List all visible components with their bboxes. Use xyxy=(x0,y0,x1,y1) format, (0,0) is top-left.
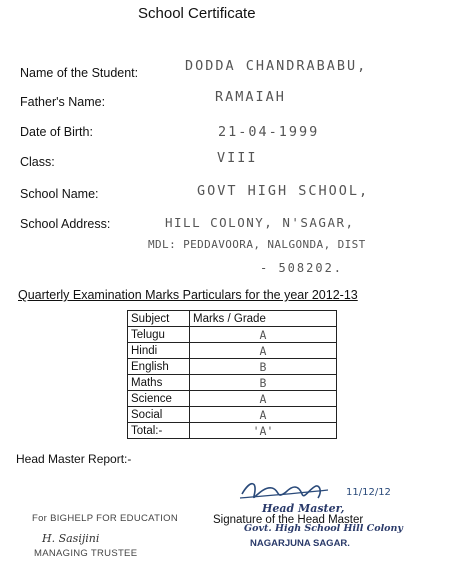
school-address-line-2: MDL: PEDDAVOORA, NALGONDA, DIST xyxy=(148,238,366,251)
stamp-line-1: Head Master, xyxy=(262,502,345,515)
stamp-line-2: Govt. High School Hill Colony xyxy=(244,523,403,534)
grade-cell: B xyxy=(190,359,337,375)
grade-cell: A xyxy=(190,327,337,343)
student-name-value: DODDA CHANDRABABU, xyxy=(185,58,368,74)
marks-heading: Quarterly Examination Marks Particulars for the year 2012-13 xyxy=(18,288,358,302)
dob-label: Date of Birth: xyxy=(20,125,93,139)
certificate-title: School Certificate xyxy=(138,5,256,22)
subject-cell: Science xyxy=(128,391,190,407)
school-address-label: School Address: xyxy=(20,217,111,231)
table-row xyxy=(128,407,337,423)
org-stamp: For BIGHELP FOR EDUCATION xyxy=(32,513,178,524)
table-row xyxy=(128,327,337,343)
subject-column-header: Subject xyxy=(128,311,190,327)
grade-cell: 'A' xyxy=(190,423,337,439)
grade-cell: A xyxy=(190,391,337,407)
subject-cell: Telugu xyxy=(128,327,190,343)
grade-cell: A xyxy=(190,343,337,359)
table-row xyxy=(128,343,337,359)
subject-cell: Total:- xyxy=(128,423,190,439)
school-name-value: GOVT HIGH SCHOOL, xyxy=(197,183,370,199)
grade-cell: A xyxy=(190,407,337,423)
school-address-line-3: - 508202. xyxy=(260,261,344,275)
table-row xyxy=(128,359,337,375)
table-header-row xyxy=(128,311,337,327)
grade-cell: B xyxy=(190,375,337,391)
subject-cell: Hindi xyxy=(128,343,190,359)
trustee-signature: H. Sasijini xyxy=(42,532,100,545)
head-master-report-label: Head Master Report:- xyxy=(16,452,132,466)
table-row xyxy=(128,423,337,439)
table-row xyxy=(128,375,337,391)
signature-date: 11/12/12 xyxy=(346,487,391,498)
subject-cell: Social xyxy=(128,407,190,423)
marks-table xyxy=(127,310,337,439)
class-value: VIII xyxy=(217,150,258,166)
father-name-value: RAMAIAH xyxy=(215,89,286,105)
subject-cell: English xyxy=(128,359,190,375)
table-row xyxy=(128,391,337,407)
school-name-label: School Name: xyxy=(20,187,99,201)
father-name-label: Father's Name: xyxy=(20,95,106,109)
student-name-label: Name of the Student: xyxy=(20,66,139,80)
grade-column-header: Marks / Grade xyxy=(190,311,337,327)
stamp-line-3: NAGARJUNA SAGAR. xyxy=(250,538,350,549)
trustee-title: MANAGING TRUSTEE xyxy=(34,548,138,559)
subject-cell: Maths xyxy=(128,375,190,391)
dob-value: 21-04-1999 xyxy=(218,124,320,140)
school-address-line-1: HILL COLONY, N'SAGAR, xyxy=(165,215,355,230)
class-label: Class: xyxy=(20,155,55,169)
signature-caption: Signature of the Head Master xyxy=(213,514,364,526)
